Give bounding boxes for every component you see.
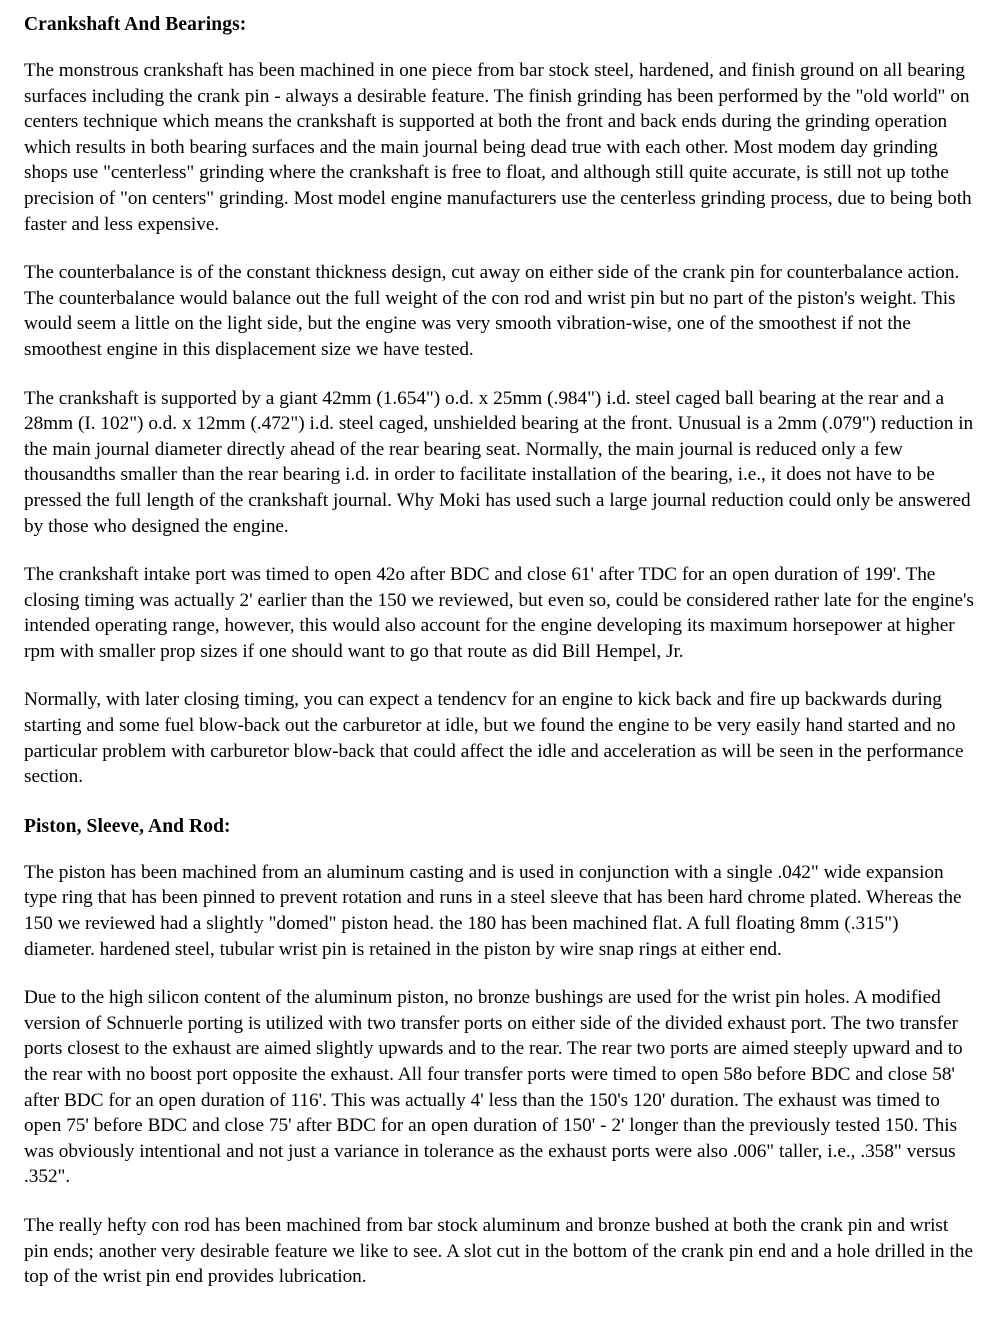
paragraph: Due to the high silicon content of the aluminum piston, no bronze bushings are used for the wrist pin holes. A modified version of Schnuerle porting is utilized with two transfer ports on either side of the divided exhaust port. The two transfer ports closest to the exhaust are aimed slightly upwards and to the rear. The rear two ports are aimed steeply upward and to the rear with no boost port opposite the exhaust. All four transfer ports were timed to open 58o before BDC and close 58' after BDC for an open duration of 116'. This was actually 4' less than the 150's 120' duration. The exhaust was timed to open 75' before BDC and close 75' after BDC for an open duration of 150' - 2' longer than the previously tested 150. This was obviously intentional and not just a variance in tolerance as the exhaust ports were also .006" taller, i.e., .358" versus .352". [24,987,963,1188]
paragraph: The monstrous crankshaft has been machined in one piece from bar stock steel, hardened, and finish ground on all bearing surfaces including the crank pin - always a desirable feature. The finish grinding has been performed by the "old world" on centers technique which means the crankshaft is supported at both the front and back ends during the grinding operation which results in both bearing surfaces and the main journal being dead true with each other. Most modem day grinding shops use "centerless" grinding where the crankshaft is free to float, and although still quite accurate, is still not up tothe precision of "on centers" grinding. Most model engine manufacturers use the centerless grinding process, due to being both faster and less expensive. [24,60,972,235]
section-heading-crankshaft: Crankshaft And Bearings: [24,14,247,35]
paragraph: The counterbalance is of the constant thickness design, cut away on either side of the crank pin for counterbalance action. The counterbalance would balance out the full weight of the con rod and wrist pin but no part of the piston's weight. This would seem a little on the light side, but the engine was very smooth vibration-wise, one of the smoothest if not the smoothest engine in this displacement size we have tested. [24,262,960,360]
paragraph: The really hefty con rod has been machined from bar stock aluminum and bronze bushed at both the crank pin and wrist pin ends; another very desirable feature we like to see. A slot cut in the bottom of the crank pin end and a hole drilled in the top of the wrist pin end provides lubrication. [24,1214,973,1288]
section-crankshaft-and-bearings [24,14,974,790]
section-heading-piston: Piston, Sleeve, And Rod: [24,815,231,837]
paragraph: The crankshaft intake port was timed to open 42o after BDC and close 61' after TDC for an open duration of 199'. The closing timing was actually 2' earlier than the 150 we reviewed, but even so, could be considered rather late for the engine's intended operating range, however, this would also account for the engine developing its maximum horsepower at higher rpm with smaller prop sizes if one should want to go that route as did Bill Hempel, Jr. [24,564,974,662]
paragraph: The crankshaft is supported by a giant 42mm (1.654") o.d. x 25mm (.984") i.d. steel caged ball bearing at the rear and a 28mm (I. 102") o.d. x 12mm (.472") i.d. steel caged, unshielded bearing at the front. Unusual is a 2mm (.079") reduction in the main journal diameter directly ahead of the rear bearing seat. Normally, the main journal is reduced only a few thousandths smaller than the rear bearing i.d. in order to facilitate installation of the bearing, i.e., it does not have to be pressed the full length of the crankshaft journal. Why Moki has used such a large journal reduction could only be answered by those who designed the engine. [24,387,974,537]
section-piston-sleeve-and-rod [24,816,974,1290]
paragraph: Normally, with later closing timing, you can expect a tendencv for an engine to kick back and fire up backwards during starting and some fuel blow-back out the carburetor at idle, but we found the engine to be very easily hand started and no particular problem with carburetor blow-back that could affect the idle and acceleration as will be seen in the performance section. [24,689,964,788]
paragraph: The piston has been machined from an aluminum casting and is used in conjunction with a single .042" wide expansion type ring that has been pinned to prevent rotation and runs in a steel sleeve that has been hard chrome plated. Whereas the 150 we reviewed had a slightly "domed" piston head. the 180 has been machined flat. A full floating 8mm (.315") diameter. hardened steel, tubular wrist pin is retained in the piston by wire snap rings at either end. [24,861,962,960]
